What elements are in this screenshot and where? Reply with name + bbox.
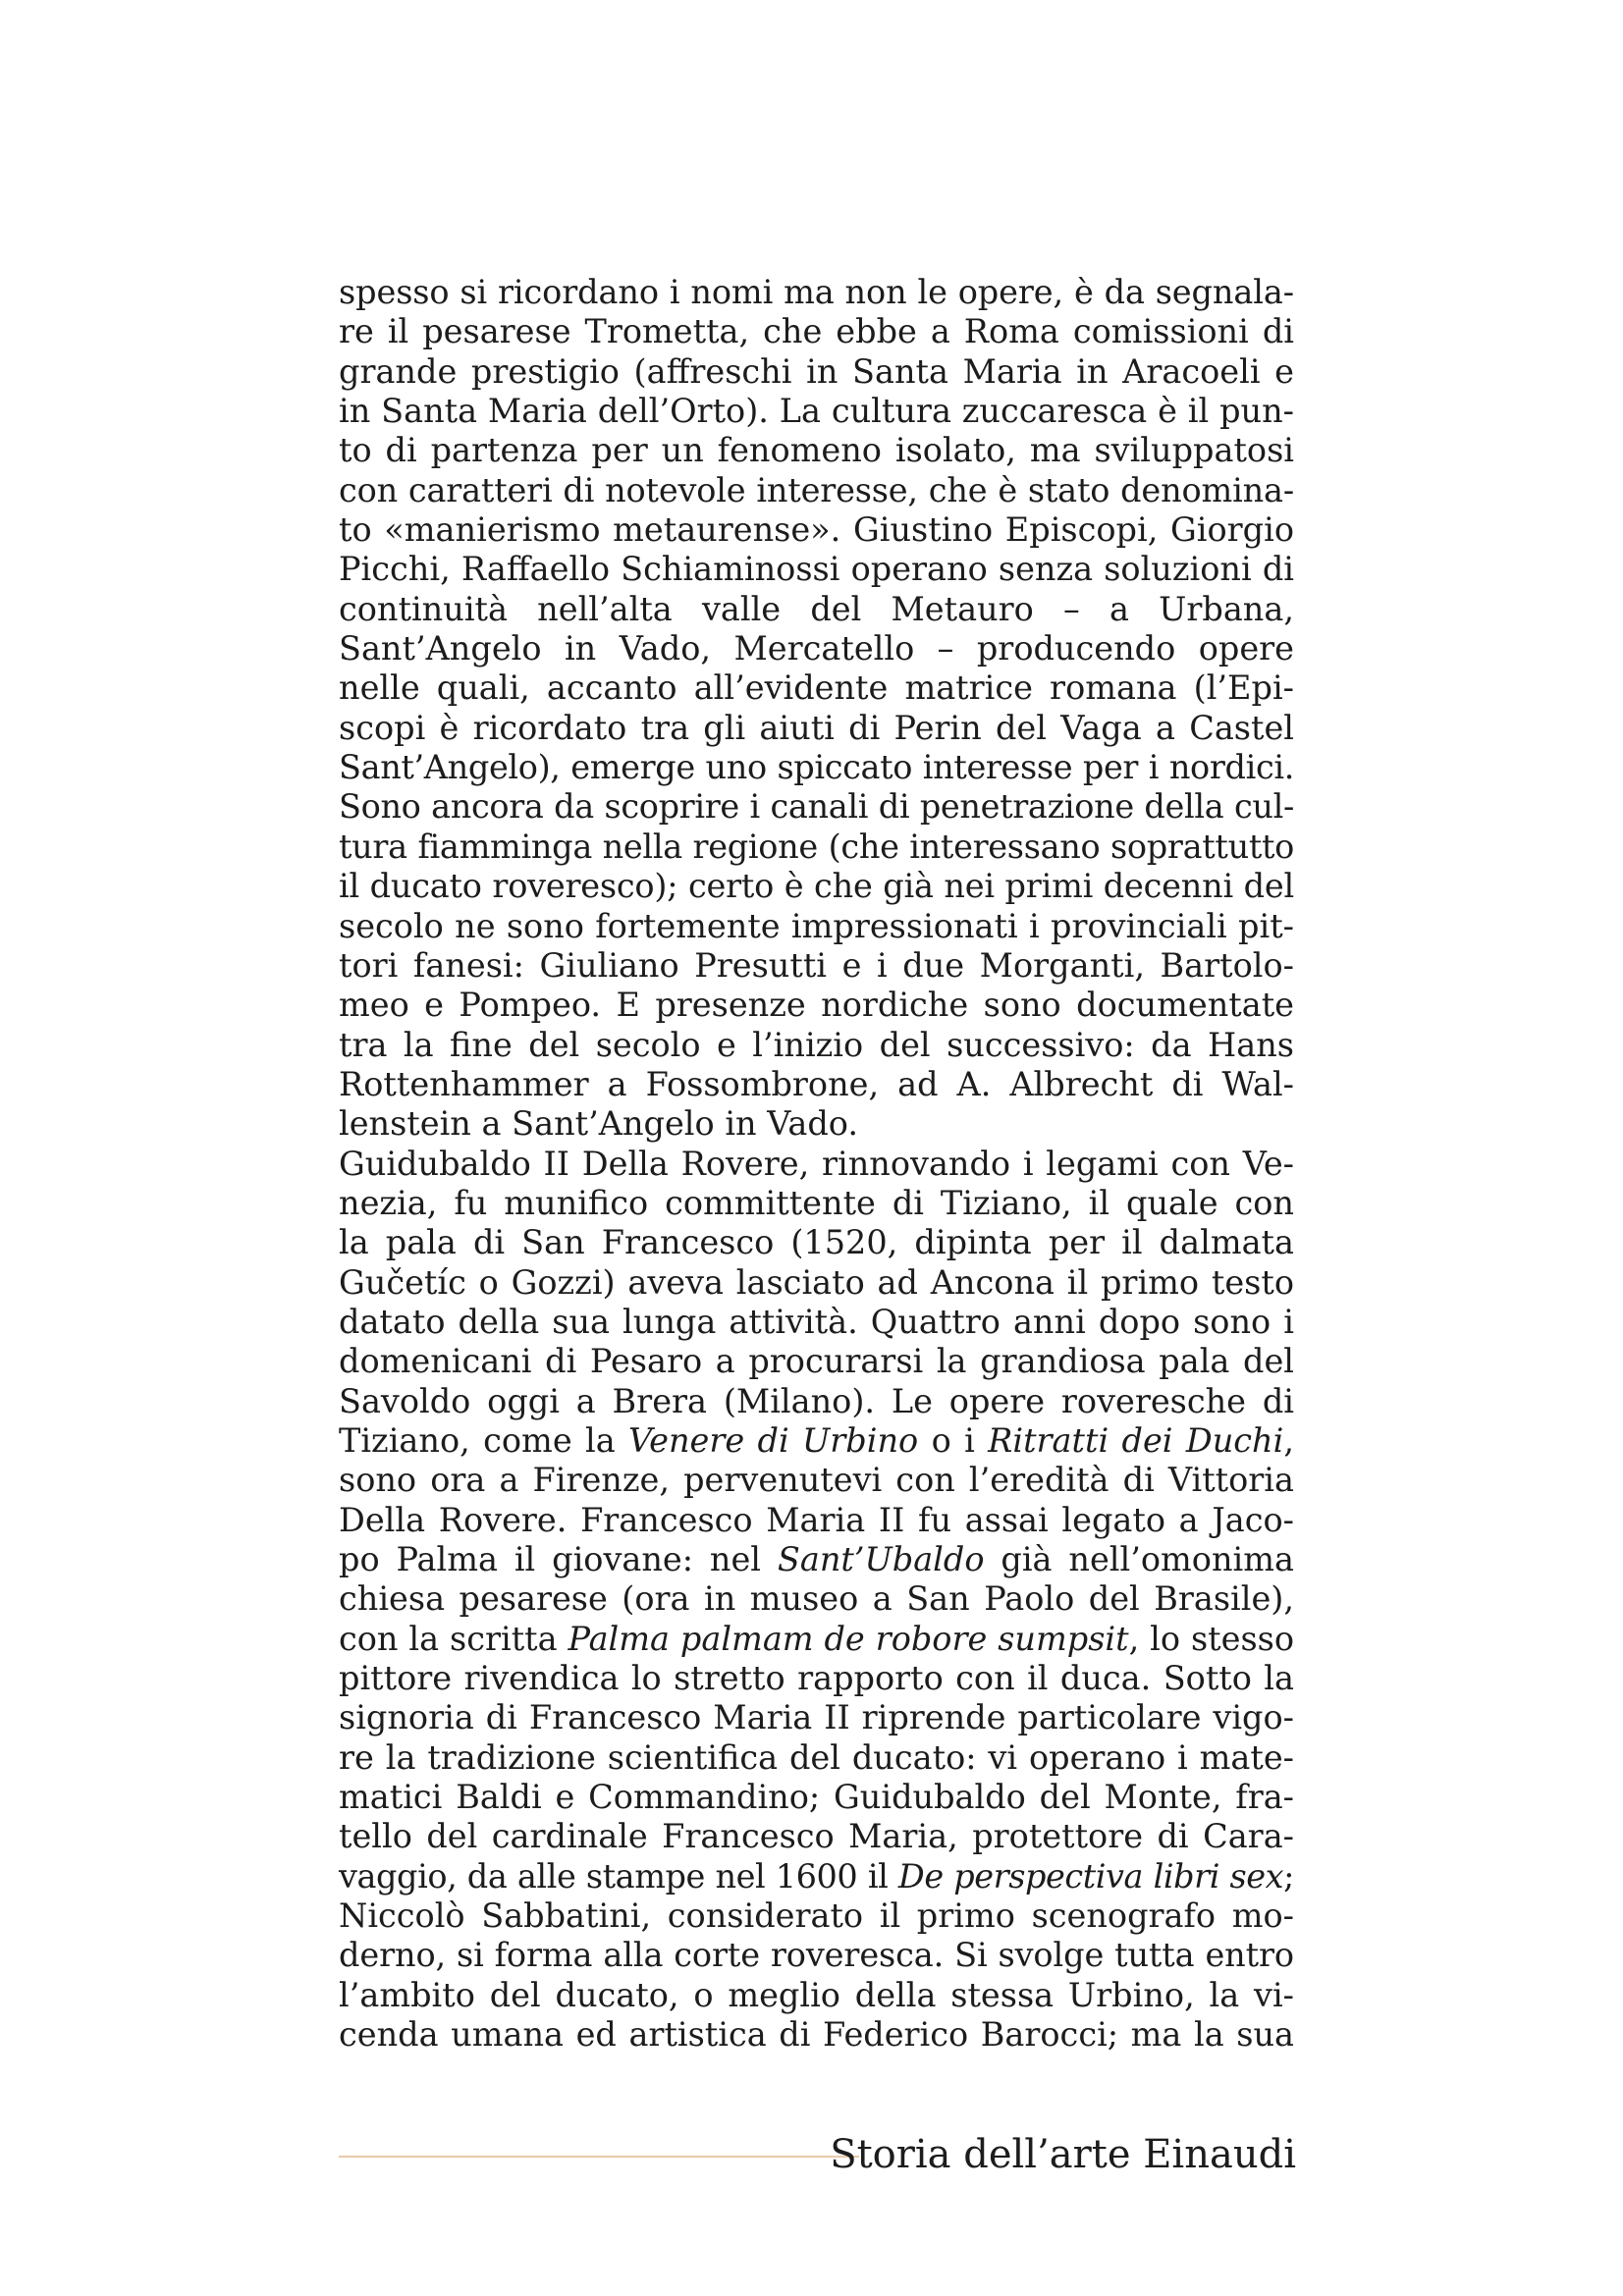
text-line: in Santa Maria dell’Orto). La cultura zuccaresca è il pun- xyxy=(339,392,1294,431)
text-line xyxy=(339,1857,1294,1896)
text-line: nezia, fu munifico committente di Tiziano, il quale con xyxy=(339,1183,1294,1222)
text-line: tori fanesi: Giuliano Presutti e i due Morganti, Bartolo- xyxy=(339,945,1294,985)
text-line: Rottenhammer a Fossombrone, ad A. Albrecht di Wal- xyxy=(339,1064,1294,1103)
book-title: De perspectiva libri sex xyxy=(897,1856,1284,1896)
footer-title: Storia dell’arte Einaudi xyxy=(830,2132,1296,2177)
text-run: con la scritta xyxy=(339,1619,568,1658)
text-line: re la tradizione scientifica del ducato: vi operano i mate- xyxy=(339,1737,1294,1777)
text-line: signoria di Francesco Maria II riprende particolare vigo- xyxy=(339,1698,1294,1737)
text-line: re il pesarese Trometta, che ebbe a Roma comissioni di xyxy=(339,312,1294,351)
text-run: Tiziano, come la xyxy=(339,1420,629,1460)
artwork-title-ubaldo: Sant’Ubaldo xyxy=(777,1540,985,1578)
text-line: Gučetíc o Gozzi) aveva lasciato ad Ancona il primo testo xyxy=(339,1262,1294,1302)
text-line xyxy=(339,1620,1294,1659)
text-line: domenicani di Pesaro a procurarsi la grandiosa pala del xyxy=(339,1342,1294,1381)
text-line xyxy=(339,1540,1294,1579)
text-line: Della Rovere. Francesco Maria II fu assai legato a Jaco- xyxy=(339,1500,1294,1539)
artwork-title-venere: Venere di Urbino xyxy=(628,1420,919,1460)
text-line: Savoldo oggi a Brera (Milano). Le opere roveresche di xyxy=(339,1381,1294,1420)
text-line: to di partenza per un fenomeno isolato, ma sviluppatosi xyxy=(339,431,1294,470)
text-run: già nell’omonima xyxy=(984,1540,1294,1578)
body-text xyxy=(339,273,1294,2055)
text-line: Niccolò Sabbatini, considerato il primo scenografo mo- xyxy=(339,1896,1294,1936)
text-line: Sant’Angelo), emerge uno spiccato interesse per i nordici. xyxy=(339,748,1294,787)
text-line: tura fiamminga nella regione (che interessano soprattutto xyxy=(339,827,1294,866)
text-line: matici Baldi e Commandino; Guidubaldo del Monte, fra- xyxy=(339,1778,1294,1817)
latin-motto: Palma palmam de robore sumpsit xyxy=(568,1619,1129,1658)
artwork-title-ritratti: Ritratti dei Duchi xyxy=(988,1420,1284,1460)
text-line: spesso si ricordano i nomi ma non le opere, è da segnala- xyxy=(339,273,1294,311)
text-line: Sant’Angelo in Vado, Mercatello – producendo opere xyxy=(339,629,1294,668)
text-run: ; xyxy=(1283,1856,1294,1896)
text-run: , xyxy=(1283,1420,1294,1460)
text-line: cenda umana ed artistica di Federico Barocci; ma la sua xyxy=(339,2015,1294,2055)
text-line: continuità nell’alta valle del Metauro – a Urbana, xyxy=(339,589,1294,628)
text-line: nelle quali, accanto all’evidente matrice romana (l’Epi- xyxy=(339,668,1294,708)
text-run: o i xyxy=(918,1420,989,1460)
text-line: datato della sua lunga attività. Quattro anni dopo sono i xyxy=(339,1302,1294,1341)
text-line: Guidubaldo II Della Rovere, rinnovando i legami con Ve- xyxy=(339,1144,1294,1183)
text-line: secolo ne sono fortemente impressionati i provinciali pit- xyxy=(339,906,1294,945)
text-line: to «manierismo metaurense». Giustino Episcopi, Giorgio xyxy=(339,510,1294,550)
text-line: il ducato roveresco); certo è che già nei primi decenni del xyxy=(339,867,1294,906)
text-line: scopi è ricordato tra gli aiuti di Perin del Vaga a Castel xyxy=(339,708,1294,747)
text-line: lenstein a Sant’Angelo in Vado. xyxy=(339,1104,859,1144)
text-line: con caratteri di notevole interesse, che è stato denomina- xyxy=(339,470,1294,509)
text-line: chiesa pesarese (ora in museo a San Paolo del Brasile), xyxy=(339,1579,1294,1619)
text-line: sono ora a Firenze, pervenutevi con l’eredità di Vittoria xyxy=(339,1461,1294,1500)
text-run: , lo stesso xyxy=(1128,1619,1294,1658)
text-line: meo e Pompeo. E presenze nordiche sono documentate xyxy=(339,986,1294,1025)
text-line: grande prestigio (affreschi in Santa Maria in Aracoeli e xyxy=(339,351,1294,391)
text-run: vaggio, da alle stampe nel 1600 il xyxy=(339,1856,898,1896)
text-line: Picchi, Raffaello Schiaminossi operano senza soluzioni di xyxy=(339,550,1294,589)
text-line: tello del cardinale Francesco Maria, protettore di Cara- xyxy=(339,1817,1294,1856)
text-line: derno, si forma alla corte roveresca. Si svolge tutta entro xyxy=(339,1936,1294,1975)
footer-rule xyxy=(339,2156,859,2158)
text-line: tra la fine del secolo e l’inizio del successivo: da Hans xyxy=(339,1025,1294,1064)
text-line xyxy=(339,1421,1294,1461)
text-line: Sono ancora da scoprire i canali di penetrazione della cul- xyxy=(339,787,1294,827)
text-line: l’ambito del ducato, o meglio della stessa Urbino, la vi- xyxy=(339,1975,1294,2014)
text-line: la pala di San Francesco (1520, dipinta per il dalmata xyxy=(339,1223,1294,1262)
text-run: po Palma il giovane: nel xyxy=(339,1540,778,1578)
text-line: pittore rivendica lo stretto rapporto con il duca. Sotto la xyxy=(339,1659,1294,1698)
